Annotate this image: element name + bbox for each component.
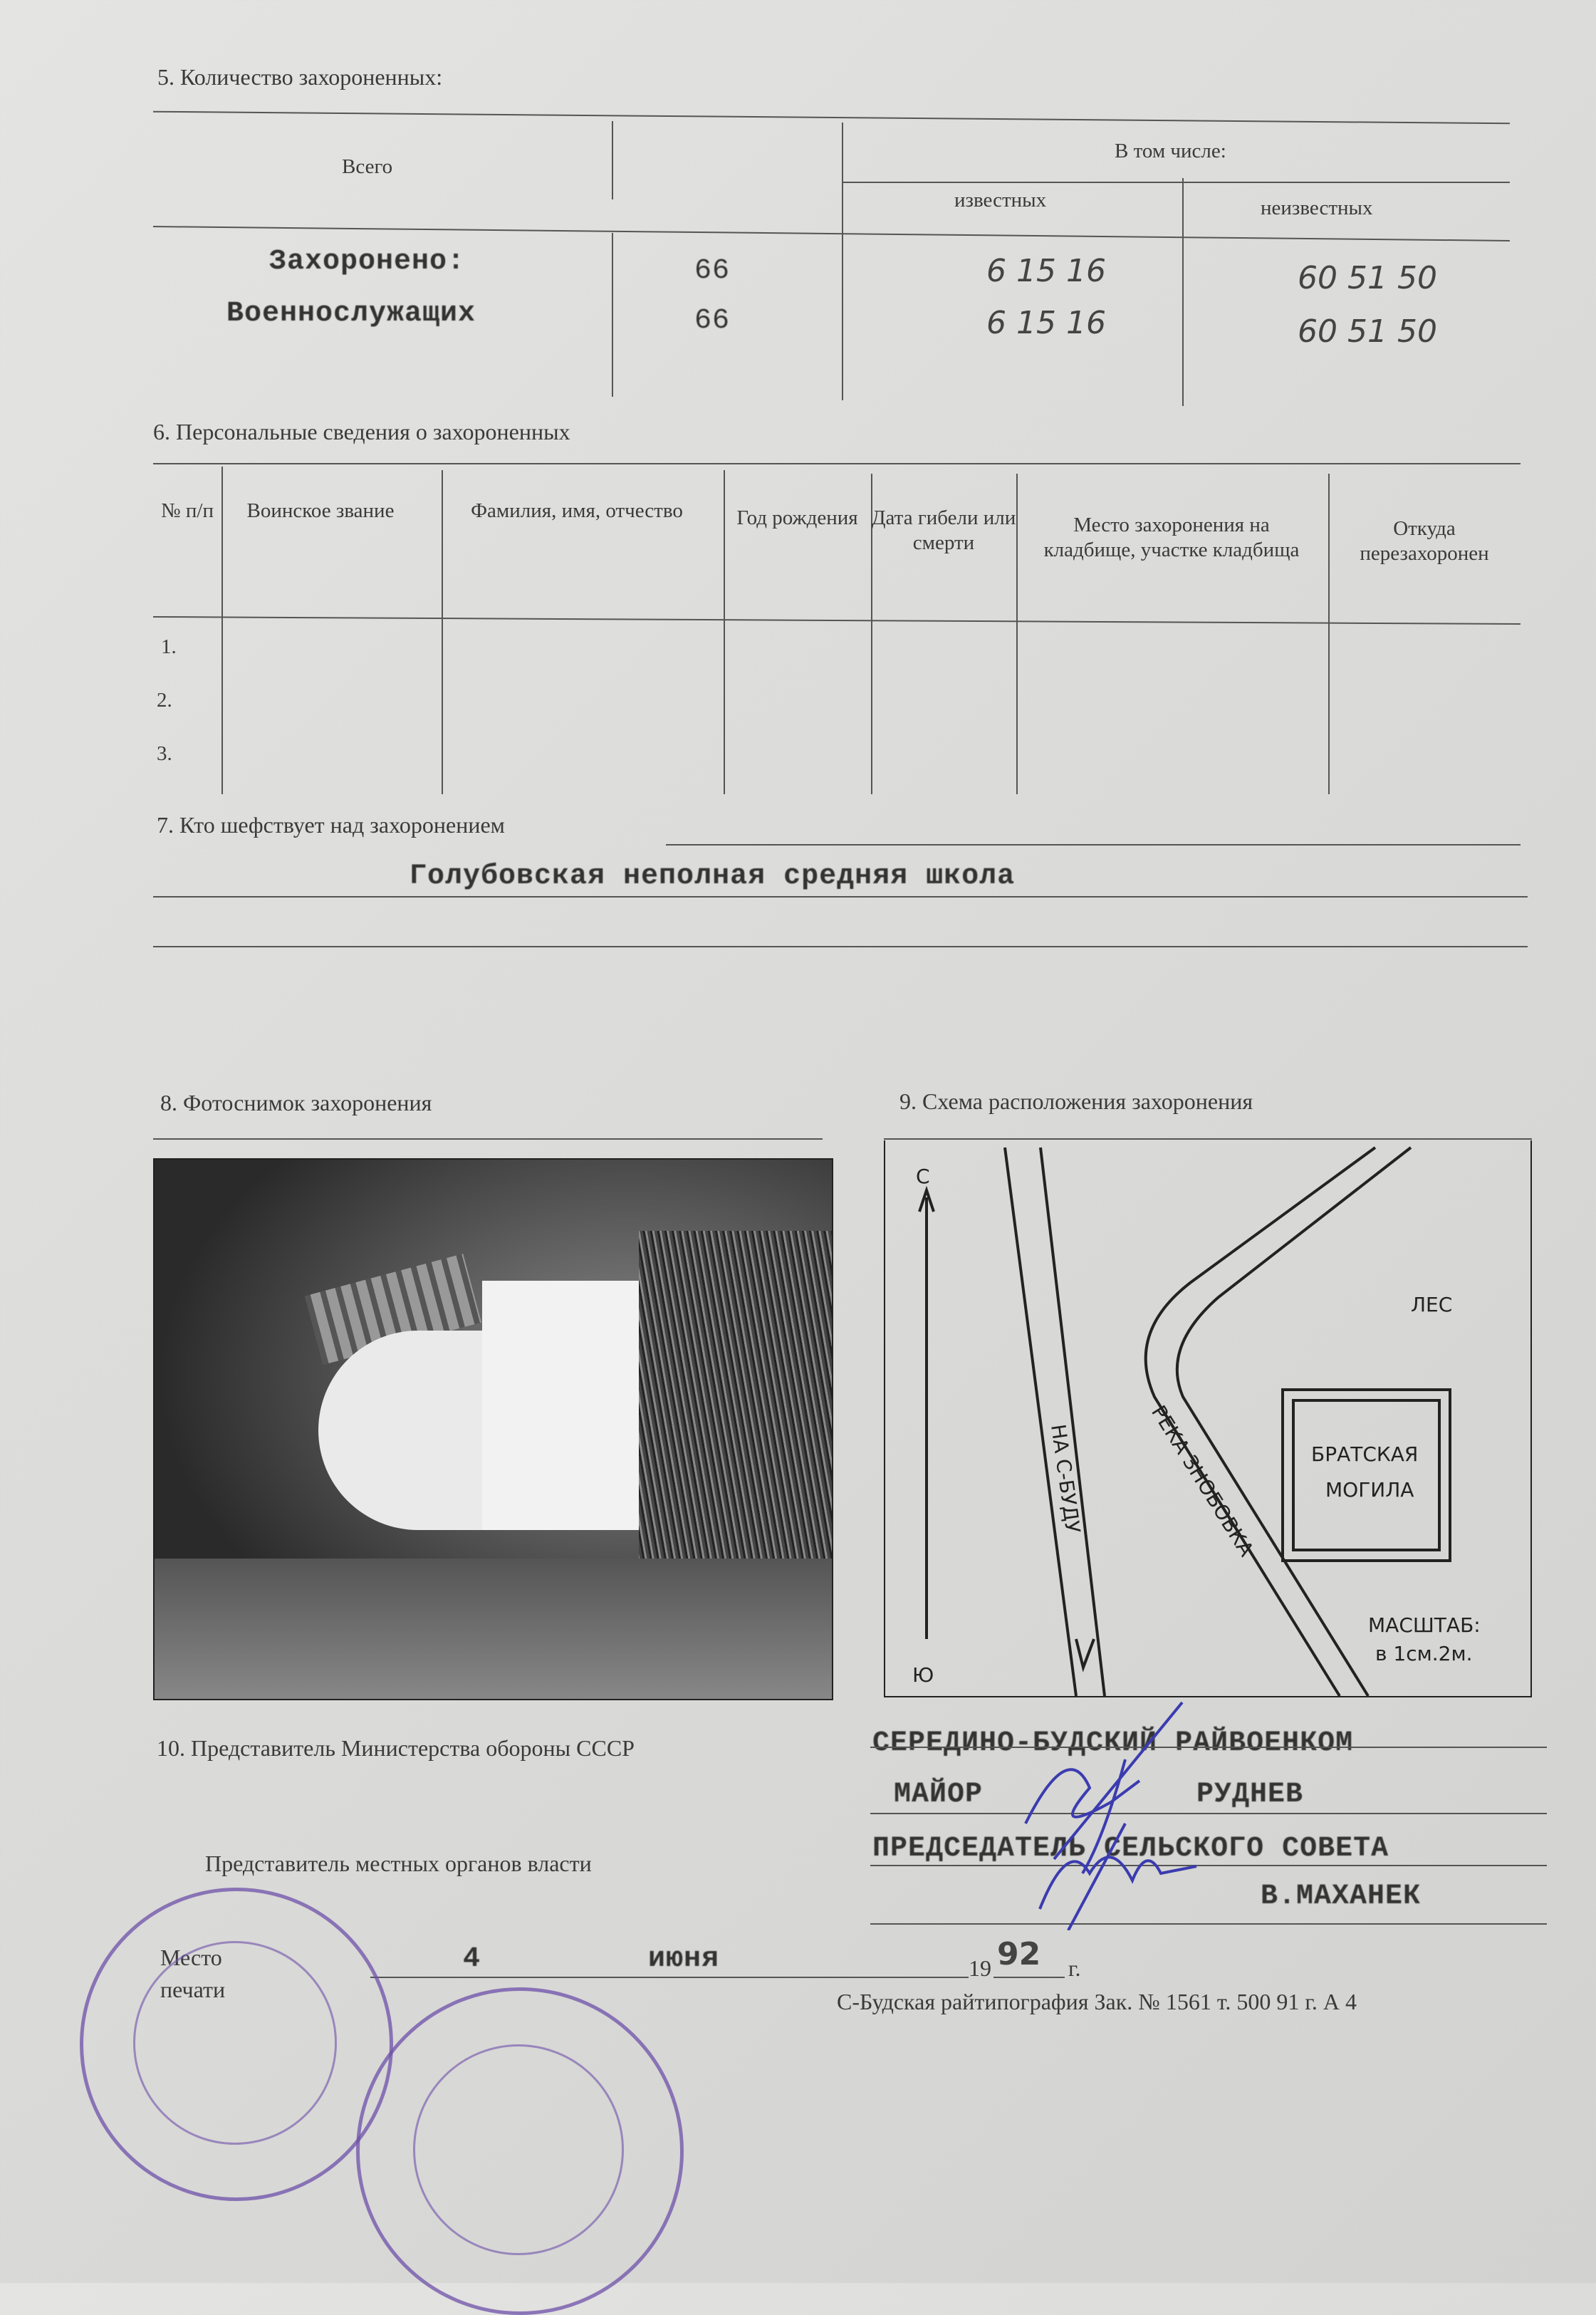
header-number: № п/п <box>160 499 214 522</box>
mod-name: РУДНЕВ <box>1196 1779 1304 1811</box>
divider <box>1016 474 1018 794</box>
divider <box>842 123 843 400</box>
divider <box>884 1138 1532 1140</box>
river-label: РЕКА ЗНОБОВКА <box>1147 1401 1258 1561</box>
local-authority-title: Представитель местных органов власти <box>205 1851 592 1876</box>
mod-rank: МАЙОР <box>894 1779 984 1811</box>
patron-value: Голубовская неполная средняя школа <box>410 860 1016 893</box>
divider <box>153 226 1510 241</box>
local-position: ПРЕДСЕДАТЕЛЬ СЕЛЬСКОГО СОВЕТА <box>872 1833 1389 1865</box>
printer-info: С-Будская райтипография Зак. № 1561 т. 500 91 г. А 4 <box>837 1989 1357 2014</box>
divider <box>153 1138 823 1140</box>
section6-title: 6. Персональные сведения о захороненных <box>153 419 570 444</box>
divider <box>153 946 1528 947</box>
header-name: Фамилия, имя, отчество <box>471 499 683 522</box>
mod-organization: СЕРЕДИНО-БУДСКИЙ РАЙВОЕНКОМ <box>872 1727 1354 1759</box>
header-death-date: Дата гибели или смерти <box>871 506 1016 554</box>
row-number: 1. <box>161 635 177 658</box>
road-arrowhead <box>1076 1639 1094 1668</box>
known-value: 6 15 16 <box>986 253 1106 289</box>
total-value: 66 <box>694 305 731 337</box>
grave-label: БРАТСКАЯ <box>1311 1442 1419 1466</box>
local-name: В.МАХАНЕК <box>1261 1880 1422 1913</box>
grave-outer <box>1283 1390 1450 1561</box>
divider <box>612 121 613 199</box>
section10-title: 10. Представитель Министерства обороны СССР <box>157 1735 635 1761</box>
road-line <box>1040 1148 1105 1696</box>
date-month: июня <box>648 1943 720 1975</box>
header-birth-year: Год рождения <box>736 506 858 529</box>
col-known: известных <box>954 189 1047 212</box>
divider <box>370 1977 969 1978</box>
divider <box>842 182 1510 183</box>
divider <box>153 616 1521 625</box>
header-reburied-from: Откуда перезахоронен <box>1360 517 1489 565</box>
seal-label: печати <box>160 1977 226 2002</box>
location-scheme <box>884 1140 1532 1697</box>
divider <box>666 844 1521 846</box>
section9-title: 9. Схема расположения захоронения <box>899 1088 1253 1114</box>
forest-label: ЛЕС <box>1411 1293 1453 1316</box>
date-day: 4 <box>463 1943 481 1975</box>
section5-title: 5. Количество захороненных: <box>157 64 443 90</box>
total-value: 66 <box>694 255 731 287</box>
unknown-value: 60 51 50 <box>1298 313 1437 350</box>
col-unknown: неизвестных <box>1261 197 1373 219</box>
scale-label: в 1см.2м. <box>1375 1642 1473 1665</box>
unknown-value: 60 51 50 <box>1298 260 1437 296</box>
divider <box>153 463 1521 464</box>
burial-photo <box>153 1158 833 1700</box>
year-suffix: 92 <box>997 1936 1041 1972</box>
header-rank: Воинское звание <box>246 499 395 522</box>
year-prefix: 19 <box>969 1955 991 1981</box>
divider <box>221 467 223 794</box>
signatures <box>983 1695 1268 1930</box>
signature-local <box>1040 1824 1196 1930</box>
road-label: НА С-БУДУ <box>1046 1422 1085 1535</box>
scale-label: МАСШТАБ: <box>1368 1613 1481 1637</box>
section7-title: 7. Кто шефствует над захоронением <box>157 812 505 838</box>
divider <box>993 1977 1065 1978</box>
row-label: Захоронено: <box>269 246 466 278</box>
divider <box>153 111 1510 125</box>
header-burial-place: Место захоронения на кладбище, участке кладбища <box>1043 514 1300 561</box>
south-label: Ю <box>912 1663 934 1687</box>
row-label: Военнослужащих <box>226 298 476 330</box>
divider <box>442 470 443 794</box>
row-number: 3. <box>157 742 172 765</box>
row-number: 2. <box>157 689 172 712</box>
col-total: Всего <box>342 155 393 178</box>
grave-label: МОГИЛА <box>1325 1478 1414 1502</box>
known-value: 6 15 16 <box>986 305 1106 341</box>
section8-title: 8. Фотоснимок захоронения <box>160 1090 432 1115</box>
col-including: В том числе: <box>1115 140 1226 162</box>
divider <box>153 896 1528 898</box>
divider <box>1182 178 1184 406</box>
signature-military <box>1026 1702 1182 1873</box>
official-stamp <box>80 1888 393 2201</box>
divider <box>612 233 613 397</box>
official-stamp <box>356 1987 684 2315</box>
seal-label: Место <box>160 1945 222 1970</box>
north-label: С <box>916 1165 930 1188</box>
grave-inner <box>1293 1400 1439 1550</box>
road-line <box>1005 1148 1076 1696</box>
year-unit: г. <box>1068 1955 1081 1981</box>
